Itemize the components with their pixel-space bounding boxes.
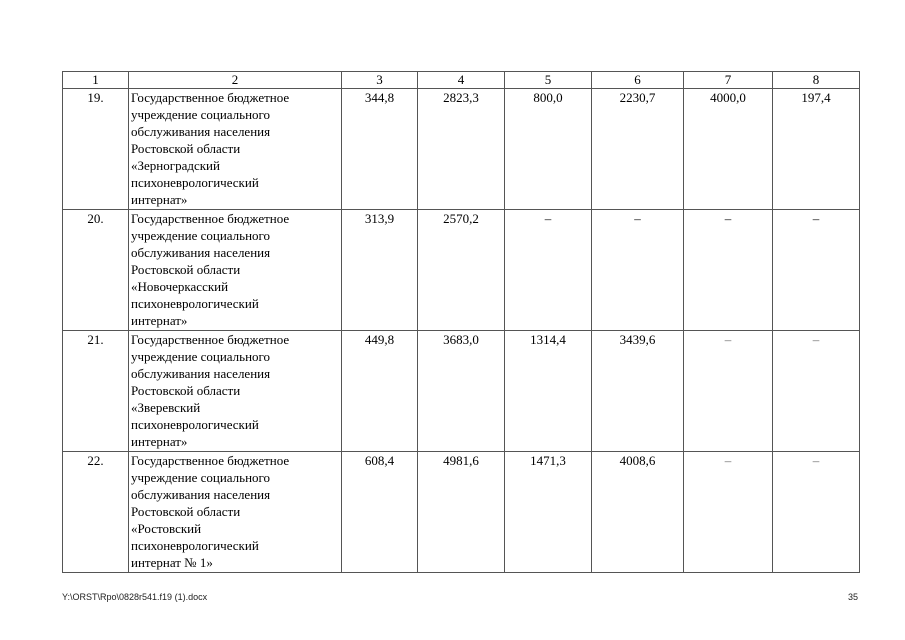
institution-name-line: психоневрологический [131, 296, 259, 311]
header-col-4: 4 [418, 72, 505, 89]
institution-name-line: «Ростовский [131, 521, 202, 536]
value-col-8: – [773, 452, 860, 573]
header-row [63, 72, 860, 89]
institution-name-line: интернат» [131, 192, 188, 207]
value-col-6: 3439,6 [592, 331, 684, 452]
table-body [63, 89, 860, 573]
institution-name-line: Государственное бюджетное [131, 453, 290, 468]
institution-name-line: Ростовской области [131, 262, 241, 277]
value-col-7: – [684, 210, 773, 331]
institution-name-line: учреждение социального [131, 470, 271, 485]
value-col-6: – [592, 210, 684, 331]
value-col-8: – [773, 331, 860, 452]
institution-name-line: учреждение социального [131, 107, 271, 122]
institution-name-line: Государственное бюджетное [131, 90, 290, 105]
footer-file-path: Y:\ORST\Rpo\0828r541.f19 (1).docx [62, 592, 208, 602]
institution-name-line: Государственное бюджетное [131, 211, 290, 226]
institution-name-line: Ростовской области [131, 504, 241, 519]
table-row [63, 452, 860, 573]
institution-name [129, 331, 342, 452]
value-col-7: – [684, 331, 773, 452]
header-col-5: 5 [505, 72, 592, 89]
institution-name-line: «Зверевский [131, 400, 201, 415]
value-col-4: 3683,0 [418, 331, 505, 452]
value-col-3: 313,9 [342, 210, 418, 331]
footer-page-number: 35 [847, 592, 858, 602]
header-col-2: 2 [129, 72, 342, 89]
value-col-5: 1471,3 [505, 452, 592, 573]
institution-name-line: «Зерноградский [131, 158, 220, 173]
institution-name-line: учреждение социального [131, 349, 271, 364]
value-col-5: – [505, 210, 592, 331]
row-number: 22. [63, 452, 129, 573]
value-col-3: 449,8 [342, 331, 418, 452]
data-table [62, 71, 860, 573]
row-number: 20. [63, 210, 129, 331]
institution-name-line: «Новочеркасский [131, 279, 229, 294]
header-col-3: 3 [342, 72, 418, 89]
value-col-4: 2823,3 [418, 89, 505, 210]
value-col-3: 344,8 [342, 89, 418, 210]
header-col-1: 1 [63, 72, 129, 89]
institution-name [129, 452, 342, 573]
institution-name-line: Ростовской области [131, 383, 241, 398]
institution-name-line: интернат № 1» [131, 555, 213, 570]
institution-name [129, 89, 342, 210]
value-col-7: 4000,0 [684, 89, 773, 210]
row-number: 19. [63, 89, 129, 210]
table-row [63, 210, 860, 331]
institution-name [129, 210, 342, 331]
institution-name-line: интернат» [131, 313, 188, 328]
institution-name-line: обслуживания населения [131, 245, 271, 260]
header-col-7: 7 [684, 72, 773, 89]
institution-name-line: Государственное бюджетное [131, 332, 290, 347]
institution-name-line: интернат» [131, 434, 188, 449]
value-col-8: 197,4 [773, 89, 860, 210]
value-col-4: 4981,6 [418, 452, 505, 573]
institution-name-line: обслуживания населения [131, 366, 271, 381]
header-col-6: 6 [592, 72, 684, 89]
value-col-7: – [684, 452, 773, 573]
institution-name-line: учреждение социального [131, 228, 271, 243]
value-col-5: 800,0 [505, 89, 592, 210]
table-header [63, 72, 860, 89]
header-col-8: 8 [773, 72, 860, 89]
value-col-4: 2570,2 [418, 210, 505, 331]
value-col-5: 1314,4 [505, 331, 592, 452]
value-col-6: 2230,7 [592, 89, 684, 210]
institution-name-line: Ростовской области [131, 141, 241, 156]
institution-name-line: психоневрологический [131, 417, 259, 432]
institution-name-line: психоневрологический [131, 538, 259, 553]
institution-name-line: обслуживания населения [131, 124, 271, 139]
value-col-3: 608,4 [342, 452, 418, 573]
value-col-8: – [773, 210, 860, 331]
table-row [63, 331, 860, 452]
table-row [63, 89, 860, 210]
institution-name-line: обслуживания населения [131, 487, 271, 502]
institution-name-line: психоневрологический [131, 175, 259, 190]
row-number: 21. [63, 331, 129, 452]
value-col-6: 4008,6 [592, 452, 684, 573]
